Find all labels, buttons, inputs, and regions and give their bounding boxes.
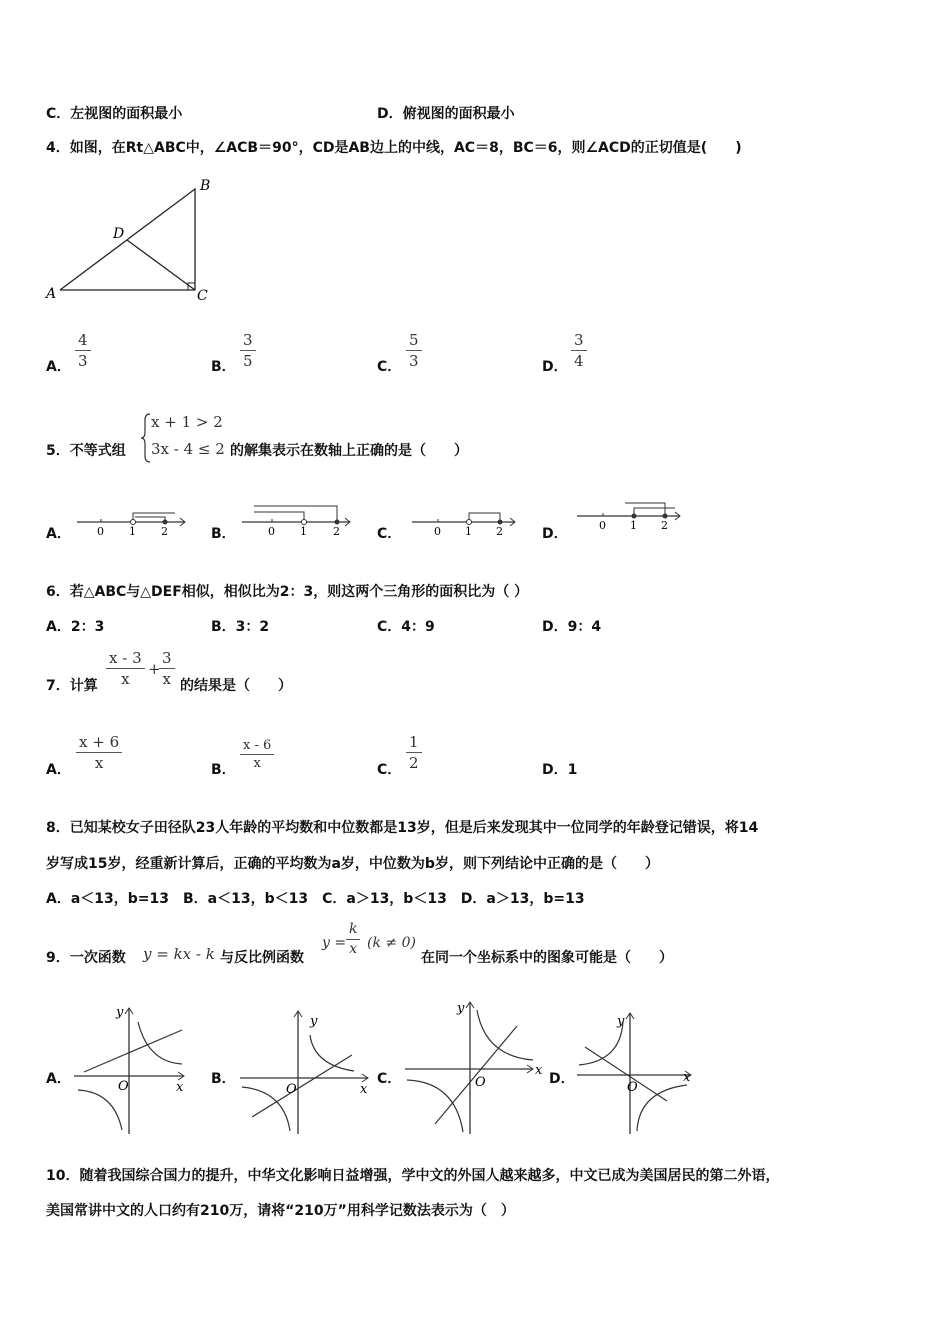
q7-option-c-fraction: 1 2 (406, 732, 422, 773)
q9-option-a-label: A． (46, 1071, 71, 1087)
svg-text:1: 1 (630, 519, 637, 532)
svg-text:O: O (627, 1080, 638, 1095)
svg-text:O: O (286, 1082, 297, 1097)
q4-triangle-figure (40, 172, 220, 307)
q4-option-d-label: D． (542, 359, 568, 375)
q9-linear-function: y = kx - k (143, 945, 215, 963)
q9-inverse-fraction: k x (346, 920, 360, 959)
svg-text:0: 0 (268, 525, 275, 537)
q3-option-c: C．左视图的面积最小 (46, 106, 183, 122)
svg-text:2: 2 (161, 525, 168, 537)
svg-text:1: 1 (465, 525, 472, 537)
q10-line-1: 10．随着我国综合国力的提升，中华文化影响日益增强，学中文的外国人越来越多，中文已成为美国居民的第二外语， (46, 1168, 780, 1184)
q6-option-b: B．3：2 (211, 619, 270, 635)
q4-label-a: A (46, 286, 57, 302)
q8-options: A．a＜13，b=13 B．a＜13，b＜13 C．a＞13，b＜13 D．a＞13，b=13 (46, 891, 585, 907)
q6-option-a: A．2：3 (46, 619, 105, 635)
svg-text:y: y (310, 1014, 318, 1029)
q8-line-2: 岁写成15岁，经重新计算后，正确的平均数为a岁，中位数为b岁，则下列结论中正确的是（ ） (46, 856, 659, 872)
q9-option-b-label: B． (211, 1071, 236, 1087)
q9-inverse-condition: (k ≠ 0) (367, 935, 416, 951)
q9-graph-c (403, 996, 543, 1136)
q5-option-a-label: A． (46, 526, 71, 542)
q4-label-c: C (197, 288, 208, 304)
q5-system-line1: x + 1 > 2 (151, 413, 223, 431)
q9-option-d-label: D． (549, 1071, 575, 1087)
q4-option-d-fraction: 3 4 (571, 330, 587, 371)
q4-option-a-fraction: 4 3 (75, 330, 91, 371)
q6-option-c: C．4：9 (377, 619, 435, 635)
q7-suffix: 的结果是（ ） (180, 678, 292, 694)
q9-graph-d (575, 1005, 695, 1136)
svg-text:0: 0 (97, 525, 104, 537)
q9-graph-b (238, 1005, 373, 1136)
q9-prefix: 9．一次函数 (46, 950, 126, 966)
q4-option-b-label: B． (211, 359, 236, 375)
svg-text:O: O (118, 1079, 129, 1094)
q4-stem: 4．如图，在Rt△ABC中，∠ACB＝90°，CD是AB边上的中线，AC＝8，BC＝6，则∠ACD的正切值是( ) (46, 140, 742, 156)
svg-text:y: y (617, 1014, 625, 1029)
svg-text:O: O (475, 1075, 486, 1090)
svg-text:1: 1 (300, 525, 307, 537)
q10-line-2: 美国常讲中文的人口约有210万，请将“210万”用科学记数法表示为（ ） (46, 1203, 515, 1219)
q9-graph-a (72, 1000, 192, 1136)
q7-prefix: 7．计算 (46, 678, 98, 694)
q5-option-c-label: C． (377, 526, 402, 542)
svg-text:y: y (116, 1005, 124, 1020)
q7-option-d: D．1 (542, 762, 578, 778)
svg-text:1: 1 (129, 525, 136, 537)
q3-option-d: D．俯视图的面积最小 (377, 106, 515, 122)
svg-text:x: x (535, 1063, 543, 1078)
q4-label-d: D (113, 226, 125, 242)
q5-suffix: 的解集表示在数轴上正确的是（ ） (230, 443, 468, 459)
q7-plus: + (148, 660, 161, 678)
svg-text:x: x (683, 1070, 691, 1085)
q9-suffix: 在同一个坐标系中的图象可能是（ ） (421, 950, 673, 966)
q8-line-1: 8．已知某校女子田径队23人年龄的平均数和中位数都是13岁，但是后来发现其中一位同学的年龄登记错误，将14 (46, 820, 759, 836)
q5-numberline-b (240, 500, 355, 537)
q5-system-line2: 3x - 4 ≤ 2 (151, 440, 225, 458)
q7-option-b-label: B． (211, 762, 236, 778)
svg-text:2: 2 (496, 525, 503, 537)
q4-option-c-fraction: 5 3 (406, 330, 422, 371)
svg-text:x: x (360, 1082, 368, 1097)
q5-option-d-label: D． (542, 526, 568, 542)
svg-text:x: x (176, 1080, 184, 1095)
q9-option-c-label: C． (377, 1071, 402, 1087)
q9-inverse-lhs: y = (322, 935, 347, 951)
q7-fraction-2: 3 x (159, 648, 175, 689)
q4-option-c-label: C． (377, 359, 402, 375)
svg-text:y: y (457, 1001, 465, 1016)
q4-option-b-fraction: 3 5 (240, 330, 256, 371)
q5-prefix: 5．不等式组 (46, 443, 126, 459)
q7-option-a-label: A． (46, 762, 71, 778)
svg-text:0: 0 (599, 519, 606, 532)
q4-label-b: B (200, 178, 211, 194)
q7-option-b-fraction: x - 6 x (240, 737, 274, 772)
q6-stem: 6．若△ABC与△DEF相似，相似比为2：3，则这两个三角形的面积比为（ ） (46, 584, 529, 600)
q5-numberline-d (575, 498, 685, 534)
q5-numberline-c (410, 505, 520, 537)
q7-option-a-fraction: x + 6 x (76, 732, 122, 773)
q5-option-b-label: B． (211, 526, 236, 542)
q5-numberline-a (75, 505, 190, 537)
q4-option-a-label: A． (46, 359, 71, 375)
q6-option-d: D．9：4 (542, 619, 602, 635)
svg-text:0: 0 (434, 525, 441, 537)
svg-text:2: 2 (661, 519, 668, 532)
q9-mid: 与反比例函数 (220, 950, 304, 966)
q7-fraction-1: x - 3 x (106, 648, 145, 689)
q7-option-c-label: C． (377, 762, 402, 778)
svg-text:2: 2 (333, 525, 340, 537)
